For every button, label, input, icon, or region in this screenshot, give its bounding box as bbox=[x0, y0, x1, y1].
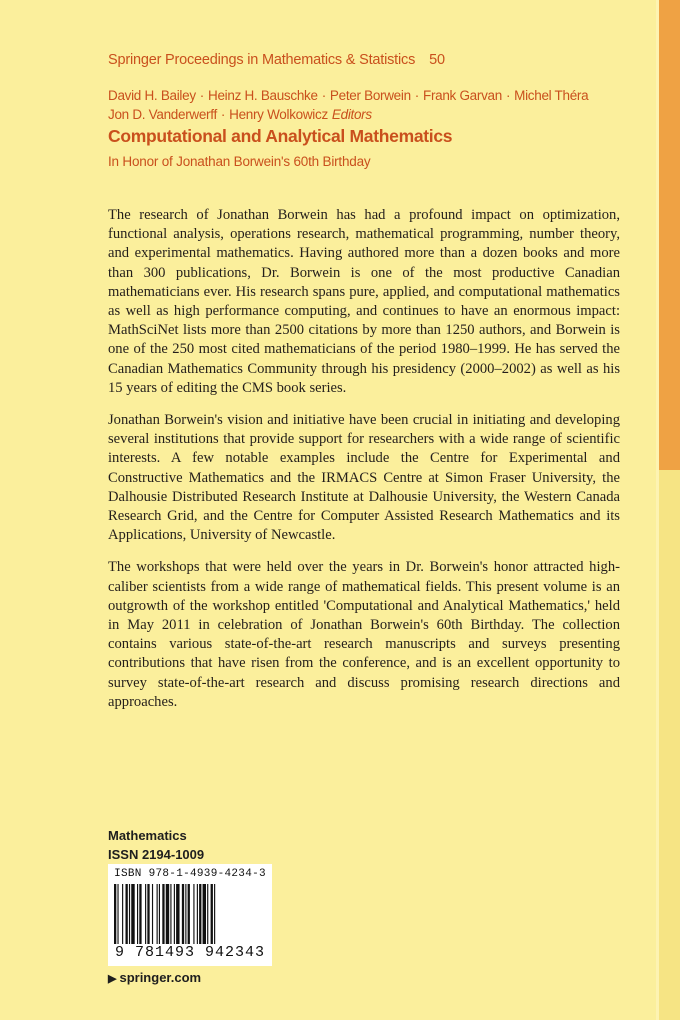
barcode-bar bbox=[185, 884, 186, 944]
barcode-bar bbox=[197, 884, 198, 944]
barcode-bar bbox=[166, 884, 169, 944]
barcode-bar bbox=[188, 884, 190, 944]
strip-yellow-block bbox=[656, 470, 680, 1020]
arrow-right-icon: ▶ bbox=[108, 973, 117, 985]
editor-name: Michel Théra bbox=[514, 88, 589, 103]
description bbox=[108, 206, 620, 725]
book-title: Computational and Analytical Mathematics bbox=[108, 126, 453, 146]
editor-name: Heinz H. Bauschke bbox=[208, 88, 318, 103]
ean-number: 9 781493 942343 bbox=[114, 944, 266, 961]
barcode-bar bbox=[193, 884, 194, 944]
barcode-bar bbox=[139, 884, 141, 944]
barcode-bar bbox=[126, 884, 128, 944]
barcode-bar bbox=[129, 884, 130, 944]
barcode-bar bbox=[122, 884, 123, 944]
barcode-bar bbox=[159, 884, 160, 944]
strip-orange-block bbox=[656, 0, 680, 470]
book-subtitle: In Honor of Jonathan Borwein's 60th Birthday bbox=[108, 154, 371, 169]
description-paragraph-2: Jonathan Borwein's vision and initiative have been crucial in initiating and developing several institutions that provide support for researchers with a wide range of scientific interests. A few notable examples include the Centre for Experimental and Constructive Mathematics and the IRMACS Centre at Simon Fraser University, the Dalhousie Distributed Research Institute at Dalhousie University, the Western Canada Research Grid, and the Centre for Computer Assisted Research Mathematics and its Applications, University of Newcastle. bbox=[108, 412, 620, 544]
catalog-info bbox=[108, 826, 204, 864]
barcode-bars bbox=[114, 884, 266, 944]
editor-name: Peter Borwein bbox=[329, 88, 411, 103]
barcode-bar bbox=[114, 884, 116, 944]
barcode-bar bbox=[137, 884, 138, 944]
editors-role: Editors bbox=[331, 107, 372, 122]
url-text: springer.com bbox=[119, 970, 202, 985]
barcode-bar bbox=[152, 884, 153, 944]
volume-number: 50 bbox=[429, 52, 445, 68]
barcode-bar bbox=[207, 884, 208, 944]
barcode bbox=[108, 864, 272, 966]
isbn-label: ISBN 978-1-4939-4234-3 bbox=[114, 868, 266, 880]
series-line bbox=[108, 52, 445, 68]
editor-name: David H. Bailey bbox=[108, 88, 196, 103]
barcode-bar bbox=[211, 884, 213, 944]
barcode-bar bbox=[174, 884, 175, 944]
editor-name: Henry Wolkowicz bbox=[229, 107, 328, 122]
barcode-bar bbox=[176, 884, 179, 944]
editor-name: Jon D. Vanderwerff bbox=[108, 107, 217, 122]
barcode-bar bbox=[145, 884, 146, 944]
barcode-bar bbox=[162, 884, 164, 944]
barcode-bar bbox=[214, 884, 215, 944]
subject-category: Mathematics bbox=[108, 828, 187, 843]
barcode-bar bbox=[203, 884, 206, 944]
editor-name: Frank Garvan bbox=[423, 88, 502, 103]
issn: ISSN 2194-1009 bbox=[108, 847, 205, 862]
barcode-bar bbox=[117, 884, 118, 944]
barcode-bar bbox=[157, 884, 158, 944]
barcode-bar bbox=[147, 884, 149, 944]
barcode-bar bbox=[182, 884, 184, 944]
editors-line-1: David H. Bailey · Heinz H. Bauschke · Peter Borwein · Frank Garvan · Michel Théra bbox=[108, 88, 589, 103]
strip-edge bbox=[656, 0, 659, 1020]
barcode-bar bbox=[199, 884, 201, 944]
side-color-strip bbox=[656, 0, 680, 1020]
publisher-url[interactable] bbox=[108, 970, 201, 985]
description-paragraph-3: The workshops that were held over the years in Dr. Borwein's honor attracted high-caliber scientists from a wide range of mathematical fields. This present volume is an outgrowth of the workshop entitled 'Computational and Analytical Mathematics,' held in May 2011 in celebration of Jonathan Borwein's 60th Birthday. The collection contains various state-of-the-art research manuscripts and surveys presenting contributions that have risen from the conference, and is an excellent opportunity to survey state-of-the-art research and discuss promising research directions and approaches. bbox=[108, 559, 620, 710]
barcode-bar bbox=[170, 884, 171, 944]
editors-block bbox=[108, 86, 628, 124]
editors-line-2: Jon D. Vanderwerff · Henry Wolkowicz Editors bbox=[108, 107, 372, 122]
barcode-bar bbox=[131, 884, 134, 944]
series-name: Springer Proceedings in Mathematics & Statistics bbox=[108, 52, 416, 68]
description-paragraph-1: The research of Jonathan Borwein has had a profound impact on optimization, functional analysis, operations research, mathematical programming, number theory, and experimental mathematics. Having authored more than a dozen books and more than 300 publications, Dr. Borwein is one of the most productive Canadian mathematicians ever. His research spans pure, applied, and computational mathematics as well as high performance computing, and continues to have an enormous impact: MathSciNet lists more than 2500 citations by more than 1250 authors, and Borwein is one of the 250 most cited mathematicians of the period 1980–1999. He has served the Canadian Mathematics Community through his presidency (2000–2002) as well as his 15 years of editing the CMS book series. bbox=[108, 207, 620, 396]
